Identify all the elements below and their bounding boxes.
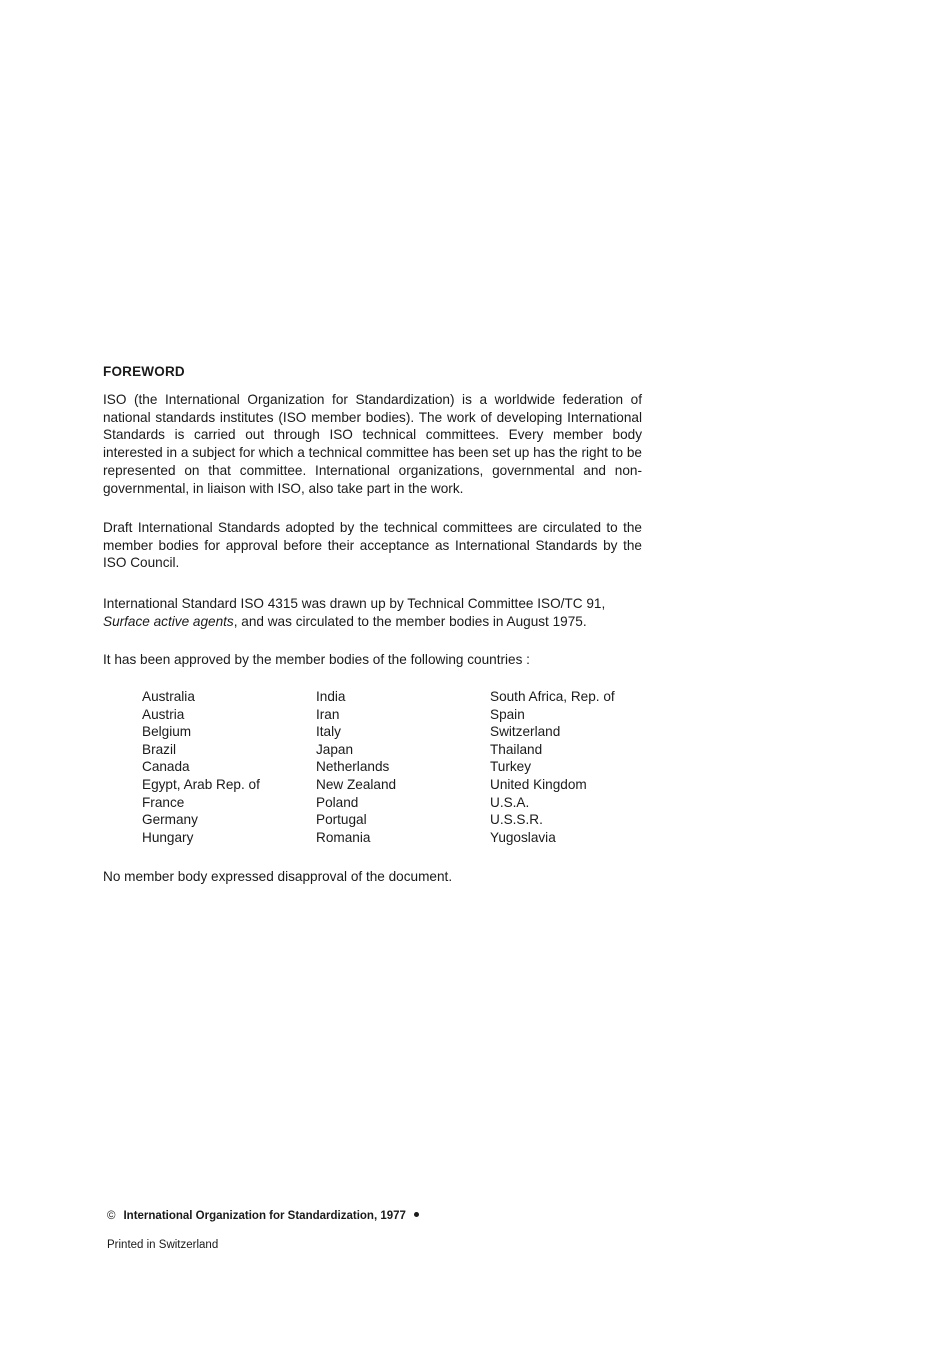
country-item: Thailand — [490, 741, 543, 757]
printed-in-note: Printed in Switzerland — [107, 1239, 219, 1251]
country-item: Switzerland — [490, 724, 561, 740]
country-item: Portugal — [316, 812, 367, 828]
country-item: Canada — [142, 759, 190, 775]
country-item: Romania — [316, 829, 371, 845]
foreword-heading: FOREWORD — [103, 364, 185, 379]
disapproval-note: No member body expressed disapproval of the document. — [103, 869, 453, 884]
bullet-icon — [414, 1212, 419, 1217]
committee-text-suffix: , and was circulated to the member bodies in August 1975. — [233, 613, 587, 629]
country-item: Hungary — [142, 829, 194, 845]
foreword-paragraph-draft-standards: Draft International Standards adopted by the technical committees are circulated to the member bodies for approval before their acceptance as International Standards by the ISO Council. — [103, 520, 642, 571]
country-item: Japan — [316, 741, 354, 757]
country-item: South Africa, Rep. of — [490, 689, 615, 704]
foreword-paragraph-committee — [103, 595, 642, 630]
country-item: Egypt, Arab Rep. of — [142, 776, 260, 792]
country-column-1 — [142, 688, 260, 846]
country-item: Poland — [316, 794, 359, 810]
country-item: India — [316, 689, 346, 704]
committee-text-prefix: International Standard ISO 4315 was drawn up by Technical Committee ISO/TC 91, — [103, 596, 606, 611]
country-item: Brazil — [142, 741, 176, 757]
country-item: France — [142, 794, 185, 810]
copyright-icon: © — [107, 1210, 116, 1222]
country-item: Iran — [316, 706, 340, 722]
country-item: Austria — [142, 706, 185, 722]
country-item: Turkey — [490, 759, 532, 775]
country-item: Belgium — [142, 724, 192, 740]
country-item: Spain — [490, 706, 525, 722]
country-column-2 — [316, 688, 396, 846]
committee-title: Surface active agents — [103, 613, 234, 629]
approval-intro: It has been approved by the member bodies of the following countries : — [103, 652, 530, 667]
country-item: Yugoslavia — [490, 829, 556, 845]
country-item: U.S.A. — [490, 794, 530, 810]
country-item: United Kingdom — [490, 776, 587, 792]
country-item: U.S.S.R. — [490, 812, 543, 828]
country-item: New Zealand — [316, 776, 397, 792]
country-item: Australia — [142, 689, 195, 704]
country-column-3 — [490, 688, 615, 846]
copyright-text: International Organization for Standardization, 1977 — [123, 1210, 406, 1222]
country-item: Germany — [142, 812, 198, 828]
country-item: Netherlands — [316, 759, 390, 775]
country-item: Italy — [316, 724, 341, 740]
foreword-paragraph-iso-intro: ISO (the International Organization for Standardization) is a worldwide federation of national standards institutes (ISO member bodies). The work of developing International Standards is carried out through ISO technical committees. Every member body interested in a subject for which a technical committee has been set up has the right to be represented on that committee. International organizations, governmental and non-governmental, in liaison with ISO, also take part in the work. — [103, 392, 642, 496]
copyright-notice — [107, 1210, 419, 1222]
